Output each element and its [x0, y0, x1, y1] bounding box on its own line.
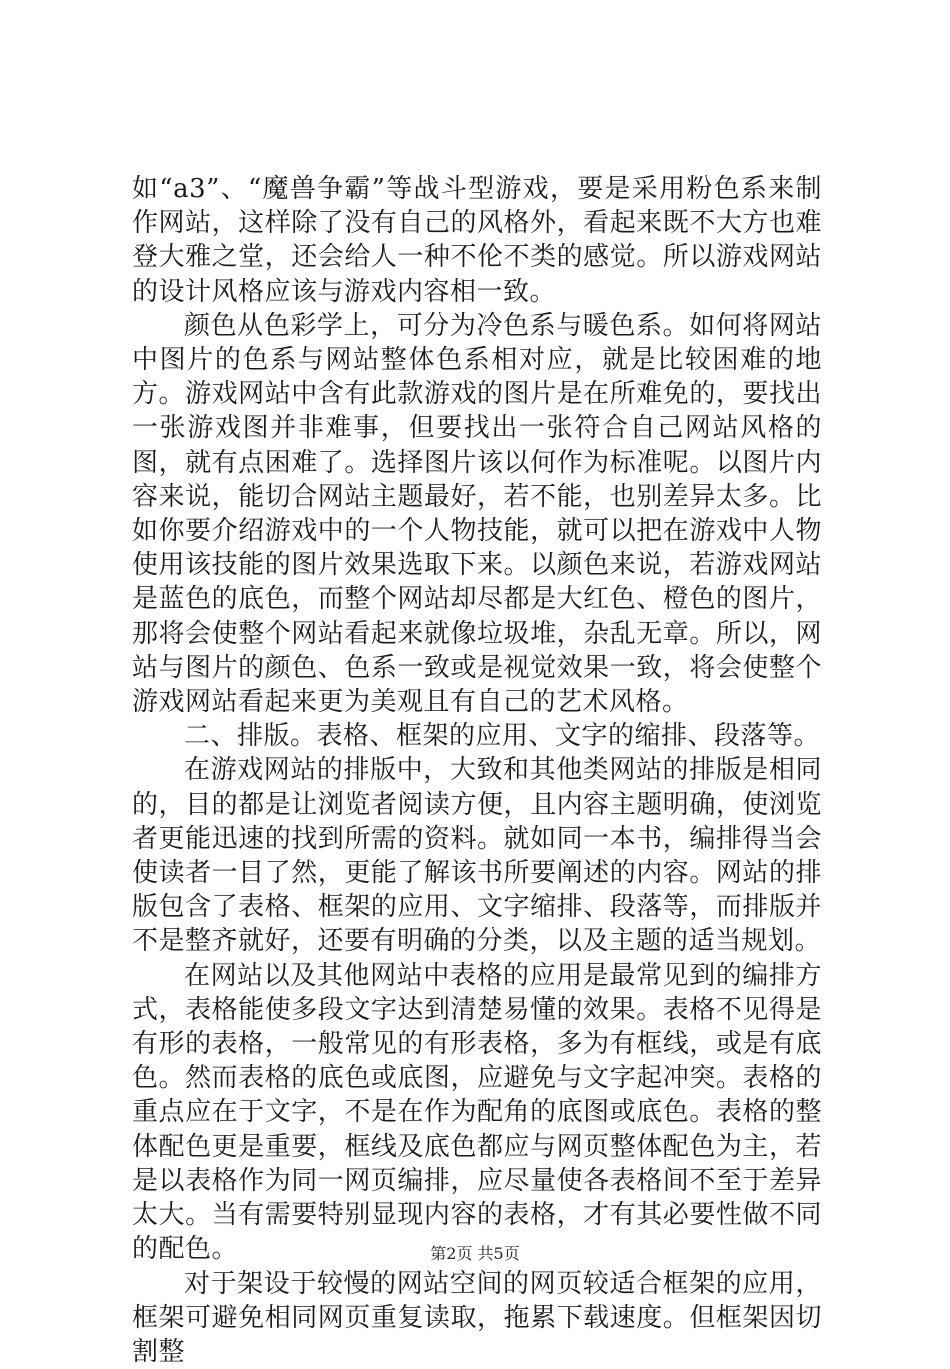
page-footer: 第2页 共5页 [0, 1244, 950, 1264]
paragraph-frames: 对于架设于较慢的网站空间的网页较适合框架的应用，框架可避免相同网页重复读取，拖累下载速度。但框架因切割整 [132, 1267, 822, 1369]
paragraph-continuation: 如“a3”、“魔兽争霸”等战斗型游戏，要是采用粉色系来制作网站，这样除了没有自己的风格外，看起来既不大方也难登大雅之堂，还会给人一种不伦不类的感觉。所以游戏网站的设计风格应该与游戏内容相一致。 [132, 172, 822, 309]
paragraph-layout-intro: 在游戏网站的排版中，大致和其他类网站的排版是相同的，目的都是让浏览者阅读方便，且内容主题明确，使浏览者更能迅速的找到所需的资料。就如同一本书，编排得当会使读者一目了然，更能了解该书所要阐述的内容。网站的排版包含了表格、框架的应用、文字缩排、段落等，而排版并不是整齐就好，还要有明确的分类，以及主题的适当规划。 [132, 753, 822, 958]
section-heading-layout: 二、排版。表格、框架的应用、文字的缩排、段落等。 [132, 719, 822, 753]
paragraph-color-theory: 颜色从色彩学上，可分为冷色系与暖色系。如何将网站中图片的色系与网站整体色系相对应，就是比较困难的地方。游戏网站中含有此款游戏的图片是在所难免的，要找出一张游戏图并非难事，但要找出一张符合自己网站风格的图，就有点困难了。选择图片该以何作为标准呢。以图片内容来说，能切合网站主题最好，若不能，也别差异太多。比如你要介绍游戏中的一个人物技能，就可以把在游戏中人物使用该技能的图片效果选取下来。以颜色来说，若游戏网站是蓝色的底色，而整个网站却尽都是大红色、橙色的图片，那将会使整个网站看起来就像垃圾堆，杂乱无章。所以，网站与图片的颜色、色系一致或是视觉效果一致，将会使整个游戏网站看起来更为美观且有自己的艺术风格。 [132, 309, 822, 719]
document-body [132, 172, 822, 1369]
paragraph-tables: 在网站以及其他网站中表格的应用是最常见到的编排方式，表格能使多段文字达到清楚易懂的效果。表格不见得是有形的表格，一般常见的有形表格，多为有框线，或是有底色。然而表格的底色或底图，应避免与文字起冲突。表格的重点应在于文字，不是在作为配角的底图或底色。表格的整体配色更是重要，框线及底色都应与网页整体配色为主，若是以表格作为同一网页编排，应尽量使各表格间不至于差异太大。当有需要特别显现内容的表格，才有其必要性做不同的配色。 [132, 959, 822, 1267]
